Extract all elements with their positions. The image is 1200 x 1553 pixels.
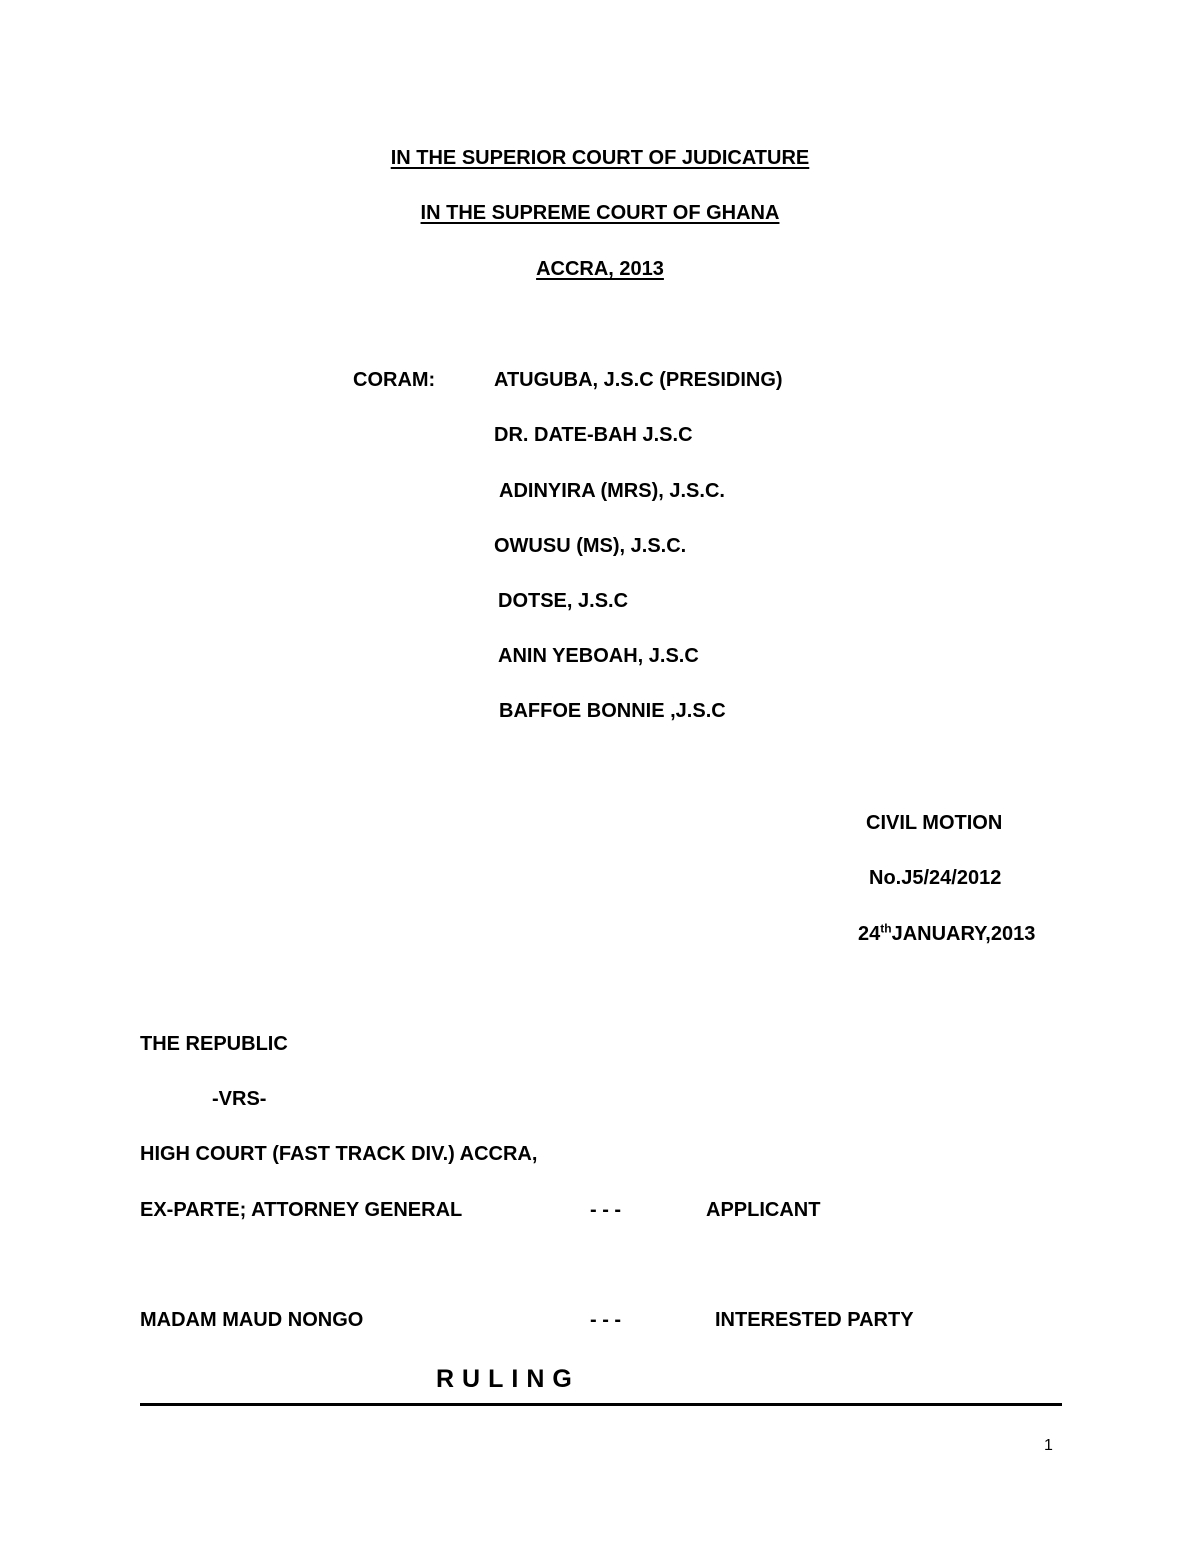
case-date-rest: JANUARY,2013 — [891, 923, 1036, 945]
coram-label: CORAM: — [353, 369, 436, 391]
judge-2: DR. DATE-BAH J.S.C — [494, 424, 693, 446]
court-subheading: IN THE SUPREME COURT OF GHANA — [420, 202, 780, 224]
respondent-court: HIGH COURT (FAST TRACK DIV.) ACCRA, — [140, 1143, 538, 1165]
versus-label: -VRS- — [212, 1088, 267, 1110]
interested-party-dashes: - - - — [590, 1309, 622, 1331]
case-date-suffix: th — [880, 921, 892, 936]
applicant-name: EX-PARTE; ATTORNEY GENERAL — [140, 1199, 463, 1221]
case-number: No.J5/24/2012 — [869, 867, 1002, 889]
case-date-day: 24 — [858, 923, 881, 945]
applicant-role: APPLICANT — [706, 1199, 821, 1221]
case-date — [858, 922, 1035, 946]
judge-3: ADINYIRA (MRS), J.S.C. — [499, 480, 725, 502]
judge-7: BAFFOE BONNIE ,J.S.C — [499, 700, 726, 722]
applicant-dashes: - - - — [590, 1199, 622, 1221]
page-number: 1 — [1044, 1437, 1053, 1454]
interested-party-name: MADAM MAUD NONGO — [140, 1309, 364, 1331]
interested-party-role: INTERESTED PARTY — [715, 1309, 914, 1331]
court-location-year: ACCRA, 2013 — [536, 258, 664, 280]
judge-4: OWUSU (MS), J.S.C. — [494, 535, 687, 557]
judge-1: ATUGUBA, J.S.C (PRESIDING) — [494, 369, 783, 391]
case-type: CIVIL MOTION — [866, 812, 1003, 834]
party-republic: THE REPUBLIC — [140, 1033, 288, 1055]
ruling-title: RULING — [436, 1365, 580, 1393]
judge-6: ANIN YEBOAH, J.S.C — [498, 645, 699, 667]
judge-5: DOTSE, J.S.C — [498, 590, 629, 612]
court-heading: IN THE SUPERIOR COURT OF JUDICATURE — [390, 147, 810, 169]
horizontal-rule — [140, 1403, 1062, 1406]
